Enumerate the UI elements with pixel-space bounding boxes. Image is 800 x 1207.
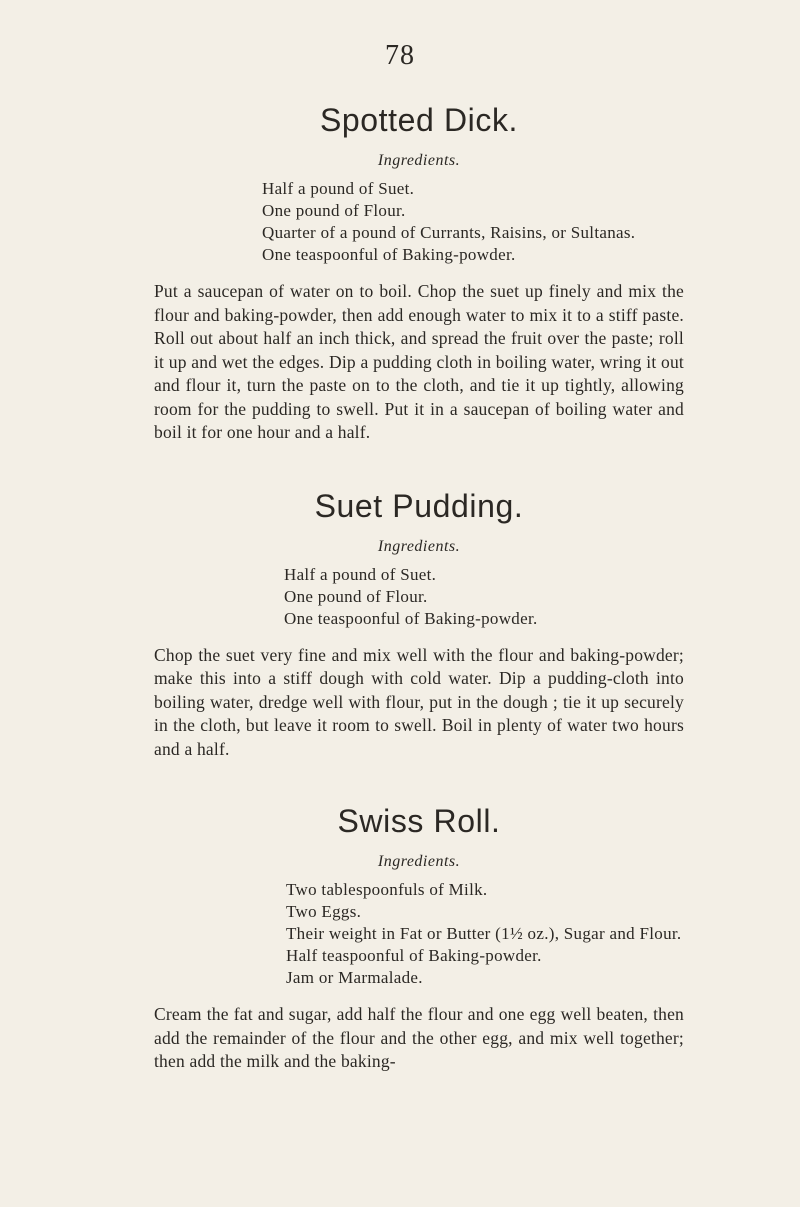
recipe-spotted-dick (154, 100, 684, 445)
ingredients-heading: Ingredients. (377, 152, 461, 169)
ingredient-item: Two Eggs. (286, 902, 362, 921)
page-content (154, 100, 684, 1074)
ingredients-list (286, 879, 684, 989)
ingredient-item: Half teaspoonful of Baking-powder. (286, 946, 542, 965)
recipe-title: Spotted Dick. (319, 102, 519, 138)
page-number: 78 (385, 40, 415, 71)
ingredients-heading: Ingredients. (377, 537, 461, 555)
ingredient-item: One pound of Flour. (262, 201, 406, 220)
recipe-title: Suet Pudding. (314, 487, 524, 524)
ingredient-item: Quarter of a pound of Currants, Raisins, or Sultanas. (262, 223, 636, 242)
ingredient-item: One pound of Flour. (284, 586, 428, 606)
recipe-title: Swiss Roll. (337, 803, 501, 839)
ingredients-heading: Ingredients. (377, 853, 461, 870)
ingredient-item: Half a pound of Suet. (262, 179, 415, 198)
ingredients-list (284, 564, 684, 630)
recipe-swiss-roll (154, 801, 684, 1074)
ingredient-item: Half a pound of Suet. (284, 564, 437, 584)
ingredient-item: One teaspoonful of Baking-powder. (262, 245, 516, 264)
method-paragraph: Cream the fat and sugar, add half the flour and one egg well beaten, then add the remainder of the flour and the other egg, and mix well together; then add the milk and the baking- (154, 1004, 684, 1071)
ingredient-item: One teaspoonful of Baking-powder. (284, 608, 538, 628)
ingredient-item: Their weight in Fat or Butter (1½ oz.), Sugar and Flour. (286, 924, 682, 943)
ingredient-item: Two tablespoonfuls of Milk. (286, 880, 488, 899)
method-paragraph: Chop the suet very fine and mix well with the flour and baking-powder; make this into a stiff dough with cold water. Dip a pudding-cloth into boiling water, dredge well with flour, put in the dough ; tie it up securely in the cloth, but leave it room to swell. Boil in plenty of water two hours and a half. (154, 644, 684, 759)
recipe-suet-pudding (154, 486, 684, 762)
method-paragraph: Put a saucepan of water on to boil. Chop the suet up finely and mix the flour and baking-powder, then add enough water to mix it to a stiff paste. Roll out about half an inch thick, and spread the fruit over the paste; roll it up and wet the edges. Dip a pudding cloth in boiling water, wring it out and flour it, turn the paste on to the cloth, and tie it up tightly, allowing room for the pudding to swell. Put it in a saucepan of boiling water and boil it for one hour and a half. (154, 281, 684, 442)
ingredients-list (262, 178, 684, 266)
ingredient-item: Jam or Marmalade. (286, 968, 423, 987)
